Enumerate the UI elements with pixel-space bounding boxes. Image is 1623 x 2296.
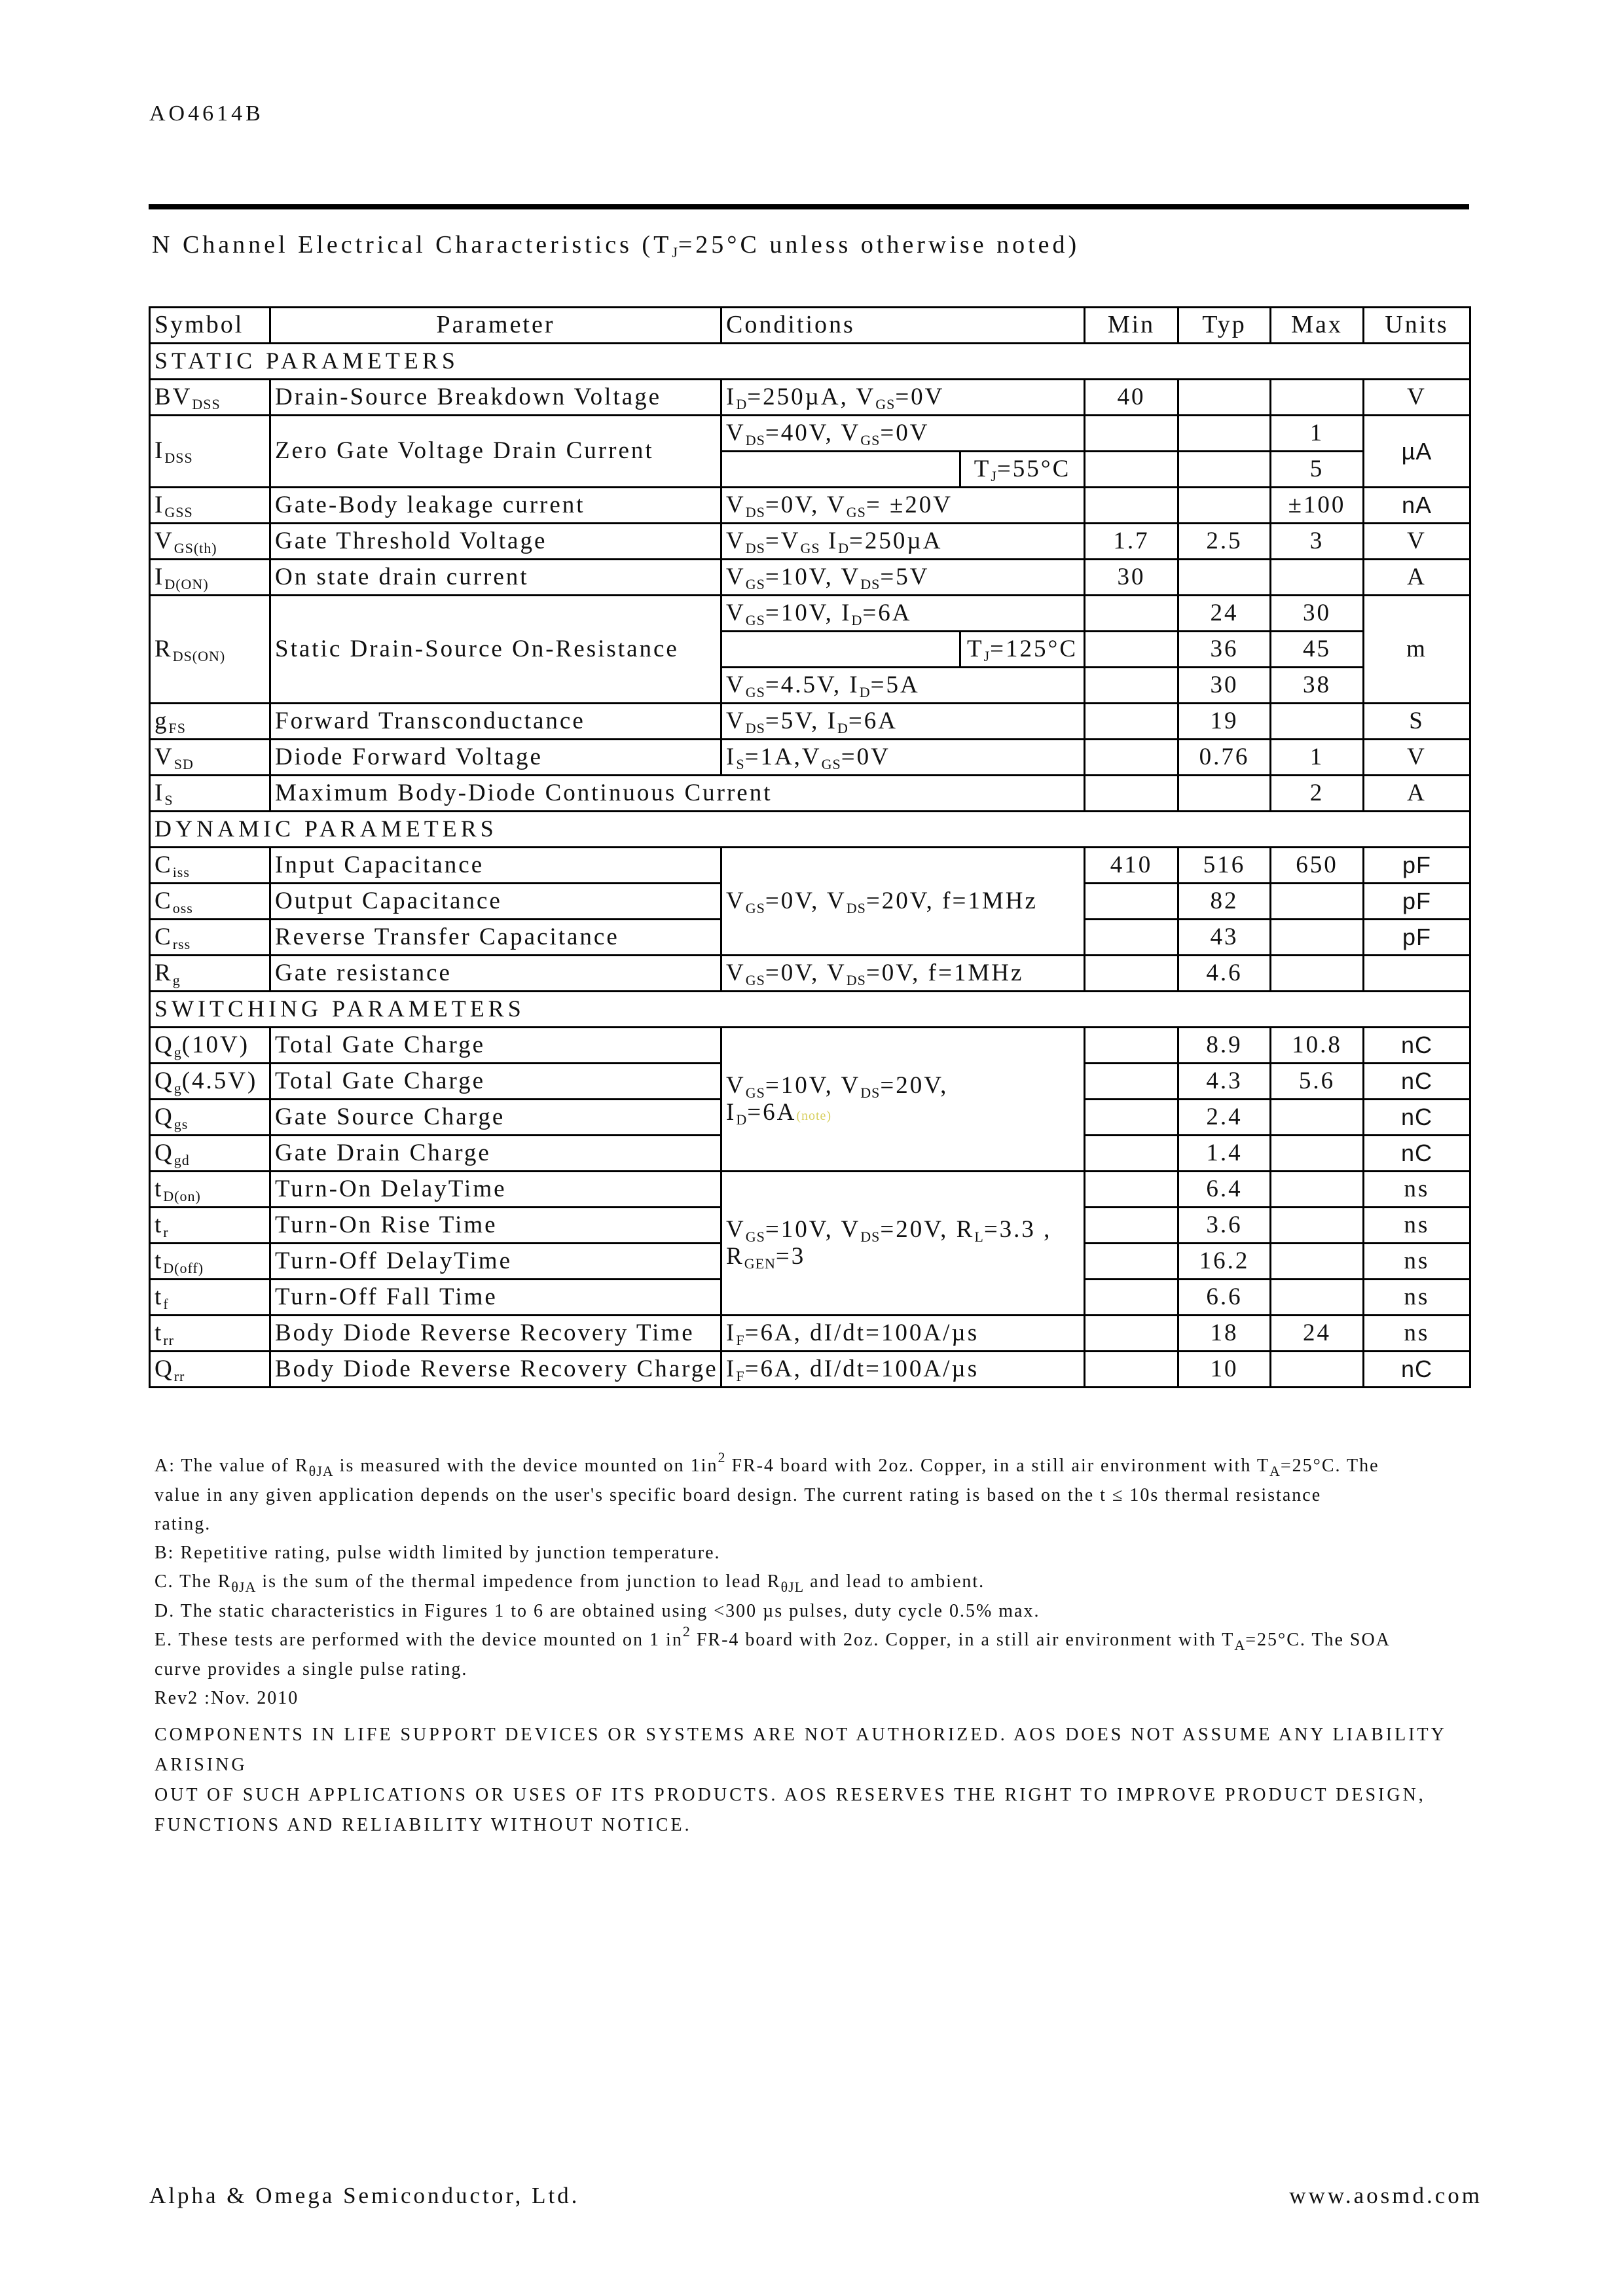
max-cell: 1 bbox=[1271, 416, 1364, 452]
min-cell bbox=[1085, 956, 1178, 992]
parameter-cell: Body Diode Reverse Recovery Charge bbox=[270, 1352, 721, 1388]
max-cell bbox=[1271, 1172, 1364, 1208]
parameter-cell: Total Gate Charge bbox=[270, 1028, 721, 1064]
unit-cell: ns bbox=[1364, 1172, 1470, 1208]
table-row-vgsth bbox=[150, 524, 1470, 560]
unit-cell: µA bbox=[1364, 416, 1470, 488]
conditions-cell: VDS=VGS ID=250µA bbox=[721, 524, 1085, 560]
min-cell bbox=[1085, 1136, 1178, 1172]
symbol-cell: IDSS bbox=[150, 416, 270, 488]
typ-cell bbox=[1178, 416, 1271, 452]
parameter-cell: Zero Gate Voltage Drain Current bbox=[270, 416, 721, 488]
section-switching: SWITCHING PARAMETERS bbox=[150, 992, 1470, 1028]
max-cell: 30 bbox=[1271, 596, 1364, 632]
parameter-cell: Maximum Body-Diode Continuous Current bbox=[270, 776, 1085, 812]
min-cell bbox=[1085, 1352, 1178, 1388]
note-e-line2: curve provides a single pulse rating. bbox=[155, 1659, 468, 1679]
typ-cell: 82 bbox=[1178, 884, 1271, 920]
max-cell bbox=[1271, 1100, 1364, 1136]
unit-cell: ns bbox=[1364, 1208, 1470, 1244]
col-header-units: Units bbox=[1364, 308, 1470, 344]
table-row-rg bbox=[150, 956, 1470, 992]
parameter-cell: Gate Threshold Voltage bbox=[270, 524, 721, 560]
parameter-cell: Total Gate Charge bbox=[270, 1064, 721, 1100]
symbol-cell: ID(ON) bbox=[150, 560, 270, 596]
table-row-qg10 bbox=[150, 1028, 1470, 1064]
min-cell: 30 bbox=[1085, 560, 1178, 596]
typ-cell: 30 bbox=[1178, 668, 1271, 704]
min-cell bbox=[1085, 1280, 1178, 1316]
conditions-blank-cell bbox=[721, 452, 960, 488]
disclaimer-line: COMPONENTS IN LIFE SUPPORT DEVICES OR SYSTEMS ARE NOT AUTHORIZED. AOS DOES NOT ASSUME ANY LIABILITY ARISING bbox=[155, 1725, 1446, 1775]
unit-cell: pF bbox=[1364, 884, 1470, 920]
min-cell bbox=[1085, 488, 1178, 524]
max-cell: 24 bbox=[1271, 1316, 1364, 1352]
typ-cell: 16.2 bbox=[1178, 1244, 1271, 1280]
unit-cell: S bbox=[1364, 704, 1470, 740]
symbol-cell: Qgs bbox=[150, 1100, 270, 1136]
note-c: C. The $R_{\theta JA}$ is the sum of the thermal impedence from junction to lead $R_{\theta JL}$ and lead to ambient. bbox=[155, 1571, 985, 1595]
unit-cell: ns bbox=[1364, 1280, 1470, 1316]
table-row-trr bbox=[150, 1316, 1470, 1352]
min-cell: 1.7 bbox=[1085, 524, 1178, 560]
symbol-cell: VGS(th) bbox=[150, 524, 270, 560]
footer-company: Alpha & Omega Semiconductor, Ltd. bbox=[149, 2183, 580, 2208]
min-cell bbox=[1085, 884, 1178, 920]
typ-cell: 516 bbox=[1178, 848, 1271, 884]
symbol-cell: tD(off) bbox=[150, 1244, 270, 1280]
note-e: E. These tests are performed with the device mounted on 1 $in^2$ FR-4 board with 2oz. Copper, in a still air environment with $T_A=25^\circ C$. The SOA bbox=[155, 1623, 1391, 1653]
table-row-igss bbox=[150, 488, 1470, 524]
min-cell bbox=[1085, 668, 1178, 704]
conditions-cell: IF=6A, dI/dt=100A/µs bbox=[721, 1352, 1085, 1388]
max-cell: 3 bbox=[1271, 524, 1364, 560]
typ-cell: 6.6 bbox=[1178, 1280, 1271, 1316]
typ-cell bbox=[1178, 452, 1271, 488]
table-row-rdson bbox=[150, 596, 1470, 632]
typ-cell: 36 bbox=[1178, 632, 1271, 668]
typ-cell: 3.6 bbox=[1178, 1208, 1271, 1244]
parameter-cell: Turn-On DelayTime bbox=[270, 1172, 721, 1208]
min-cell bbox=[1085, 704, 1178, 740]
conditions-tj-cell: TJ=55°C bbox=[960, 452, 1085, 488]
min-cell bbox=[1085, 416, 1178, 452]
unit-cell: nC bbox=[1364, 1100, 1470, 1136]
conditions-cell: VDS=40V, VGS=0V bbox=[721, 416, 1085, 452]
typ-cell: 4.6 bbox=[1178, 956, 1271, 992]
min-cell bbox=[1085, 1208, 1178, 1244]
max-cell bbox=[1271, 1280, 1364, 1316]
max-cell bbox=[1271, 956, 1364, 992]
table-row-ciss bbox=[150, 848, 1470, 884]
unit-cell: nC bbox=[1364, 1028, 1470, 1064]
part-number: AO4614B bbox=[149, 101, 264, 126]
typ-cell: 2.5 bbox=[1178, 524, 1271, 560]
unit-cell: pF bbox=[1364, 848, 1470, 884]
footer-url[interactable]: www.aosmd.com bbox=[1289, 2183, 1482, 2208]
table-row-vsd bbox=[150, 740, 1470, 776]
conditions-cell: VGS=0V, VDS=0V, f=1MHz bbox=[721, 956, 1085, 992]
max-cell bbox=[1271, 1136, 1364, 1172]
symbol-cell: Coss bbox=[150, 884, 270, 920]
symbol-cell: Qg(10V) bbox=[150, 1028, 270, 1064]
parameter-cell: Turn-Off DelayTime bbox=[270, 1244, 721, 1280]
max-cell: 45 bbox=[1271, 632, 1364, 668]
symbol-cell: Crss bbox=[150, 920, 270, 956]
parameter-cell: On state drain current bbox=[270, 560, 721, 596]
min-cell bbox=[1085, 740, 1178, 776]
symbol-cell: BVDSS bbox=[150, 380, 270, 416]
min-cell bbox=[1085, 1244, 1178, 1280]
table-title-sub: J bbox=[672, 244, 678, 260]
typ-cell: 18 bbox=[1178, 1316, 1271, 1352]
max-cell: 650 bbox=[1271, 848, 1364, 884]
table-row-tdon bbox=[150, 1172, 1470, 1208]
symbol-cell: gFS bbox=[150, 704, 270, 740]
parameter-cell: Reverse Transfer Capacitance bbox=[270, 920, 721, 956]
typ-cell bbox=[1178, 776, 1271, 812]
unit-cell: V bbox=[1364, 524, 1470, 560]
conditions-cell: VGS=10V, VDS=20V, ID=6A(note) bbox=[721, 1028, 1085, 1172]
min-cell bbox=[1085, 776, 1178, 812]
conditions-tj-cell: TJ=125°C bbox=[960, 632, 1085, 668]
note-d: D. The static characteristics in Figures 1 to 6 are obtained using <300 µs pulses, duty cycle 0.5% max. bbox=[155, 1601, 1040, 1621]
symbol-cell: RDS(ON) bbox=[150, 596, 270, 704]
parameter-cell: Gate resistance bbox=[270, 956, 721, 992]
unit-cell: nC bbox=[1364, 1136, 1470, 1172]
min-cell: 410 bbox=[1085, 848, 1178, 884]
symbol-cell: IGSS bbox=[150, 488, 270, 524]
conditions-cell: IS=1A,VGS=0V bbox=[721, 740, 1085, 776]
parameter-cell: Gate Source Charge bbox=[270, 1100, 721, 1136]
parameter-cell: Diode Forward Voltage bbox=[270, 740, 721, 776]
unit-cell: ns bbox=[1364, 1316, 1470, 1352]
max-cell bbox=[1271, 380, 1364, 416]
col-header-parameter: Parameter bbox=[270, 308, 721, 344]
typ-cell: 2.4 bbox=[1178, 1100, 1271, 1136]
min-cell bbox=[1085, 1100, 1178, 1136]
symbol-cell: Rg bbox=[150, 956, 270, 992]
typ-cell bbox=[1178, 560, 1271, 596]
section-row bbox=[150, 992, 1470, 1028]
col-header-conditions: Conditions bbox=[721, 308, 1085, 344]
conditions-cell: VDS=0V, VGS= ±20V bbox=[721, 488, 1085, 524]
max-cell bbox=[1271, 1244, 1364, 1280]
note-a-line2: value in any given application depends on the user's specific board design. The current rating is based on the t ≤ 10s thermal resistance bbox=[155, 1485, 1322, 1505]
parameter-cell: Forward Transconductance bbox=[270, 704, 721, 740]
electrical-characteristics-table bbox=[149, 306, 1471, 1388]
unit-cell: A bbox=[1364, 776, 1470, 812]
header-row bbox=[150, 308, 1470, 344]
note-a: A: The value of $R_{\theta JA}$ is measured with the device mounted on $1in^2$ FR-4 board with 2oz. Copper, in a still air environment with $T_A=25^\circ C$. The bbox=[155, 1449, 1379, 1479]
max-cell: 38 bbox=[1271, 668, 1364, 704]
col-header-symbol: Symbol bbox=[150, 308, 270, 344]
section-row bbox=[150, 344, 1470, 380]
typ-cell: 8.9 bbox=[1178, 1028, 1271, 1064]
symbol-cell: IS bbox=[150, 776, 270, 812]
symbol-cell: tD(on) bbox=[150, 1172, 270, 1208]
table-row-bvdss bbox=[150, 380, 1470, 416]
unit-cell: nA bbox=[1364, 488, 1470, 524]
typ-cell: 43 bbox=[1178, 920, 1271, 956]
table-title bbox=[152, 230, 1080, 259]
typ-cell: 6.4 bbox=[1178, 1172, 1271, 1208]
unit-cell: A bbox=[1364, 560, 1470, 596]
symbol-cell: trr bbox=[150, 1316, 270, 1352]
max-cell bbox=[1271, 704, 1364, 740]
disclaimer-line: OUT OF SUCH APPLICATIONS OR USES OF ITS PRODUCTS. AOS RESERVES THE RIGHT TO IMPROVE PRODUCT DESIGN, bbox=[155, 1785, 1426, 1805]
conditions-cell: VGS=0V, VDS=20V, f=1MHz bbox=[721, 848, 1085, 956]
symbol-cell: Ciss bbox=[150, 848, 270, 884]
min-cell bbox=[1085, 452, 1178, 488]
section-dynamic: DYNAMIC PARAMETERS bbox=[150, 812, 1470, 848]
symbol-cell: tr bbox=[150, 1208, 270, 1244]
conditions-cell: ID=250µA, VGS=0V bbox=[721, 380, 1085, 416]
conditions-cell: VGS=10V, VDS=20V, RL=3.3 , RGEN=3 bbox=[721, 1172, 1085, 1316]
table-row-idss bbox=[150, 416, 1470, 452]
typ-cell: 1.4 bbox=[1178, 1136, 1271, 1172]
faint-note: (note) bbox=[796, 1108, 832, 1123]
unit-cell: V bbox=[1364, 380, 1470, 416]
parameter-cell: Static Drain-Source On-Resistance bbox=[270, 596, 721, 704]
revision: Rev2 :Nov. 2010 bbox=[155, 1688, 299, 1708]
parameter-cell: Drain-Source Breakdown Voltage bbox=[270, 380, 721, 416]
min-cell bbox=[1085, 920, 1178, 956]
conditions-cell: VGS=10V, ID=6A bbox=[721, 596, 1085, 632]
max-cell bbox=[1271, 884, 1364, 920]
table-row-qrr bbox=[150, 1352, 1470, 1388]
max-cell: 10.8 bbox=[1271, 1028, 1364, 1064]
max-cell bbox=[1271, 1352, 1364, 1388]
conditions-cell: IF=6A, dI/dt=100A/µs bbox=[721, 1316, 1085, 1352]
col-header-min: Min bbox=[1085, 308, 1178, 344]
disclaimer-line: FUNCTIONS AND RELIABILITY WITHOUT NOTICE. bbox=[155, 1815, 692, 1835]
max-cell: 5.6 bbox=[1271, 1064, 1364, 1100]
parameter-cell: Gate Drain Charge bbox=[270, 1136, 721, 1172]
conditions-cell: VGS=10V, VDS=5V bbox=[721, 560, 1085, 596]
col-header-max: Max bbox=[1271, 308, 1364, 344]
parameter-cell: Body Diode Reverse Recovery Time bbox=[270, 1316, 721, 1352]
min-cell bbox=[1085, 632, 1178, 668]
min-cell bbox=[1085, 1172, 1178, 1208]
symbol-cell: Qrr bbox=[150, 1352, 270, 1388]
unit-cell: m bbox=[1364, 596, 1470, 704]
symbol-cell: tf bbox=[150, 1280, 270, 1316]
table-row-gfs bbox=[150, 704, 1470, 740]
max-cell: ±100 bbox=[1271, 488, 1364, 524]
max-cell: 5 bbox=[1271, 452, 1364, 488]
min-cell: 40 bbox=[1085, 380, 1178, 416]
typ-cell bbox=[1178, 380, 1271, 416]
min-cell bbox=[1085, 1028, 1178, 1064]
min-cell bbox=[1085, 1064, 1178, 1100]
max-cell bbox=[1271, 560, 1364, 596]
parameter-cell: Input Capacitance bbox=[270, 848, 721, 884]
max-cell bbox=[1271, 1208, 1364, 1244]
header-rule bbox=[149, 204, 1469, 209]
parameter-cell: Output Capacitance bbox=[270, 884, 721, 920]
section-row bbox=[150, 812, 1470, 848]
typ-cell: 4.3 bbox=[1178, 1064, 1271, 1100]
parameter-cell: Turn-Off Fall Time bbox=[270, 1280, 721, 1316]
unit-cell: pF bbox=[1364, 920, 1470, 956]
typ-cell bbox=[1178, 488, 1271, 524]
unit-cell: ns bbox=[1364, 1244, 1470, 1280]
unit-cell: V bbox=[1364, 740, 1470, 776]
unit-cell bbox=[1364, 956, 1470, 992]
notes bbox=[155, 1449, 1464, 1713]
max-cell bbox=[1271, 920, 1364, 956]
typ-cell: 0.76 bbox=[1178, 740, 1271, 776]
table-title-main: N Channel Electrical Characteristics (T bbox=[152, 231, 672, 259]
table-title-rest: =25°C unless otherwise noted) bbox=[678, 231, 1080, 259]
typ-cell: 19 bbox=[1178, 704, 1271, 740]
unit-cell: nC bbox=[1364, 1352, 1470, 1388]
unit-cell: nC bbox=[1364, 1064, 1470, 1100]
parameter-cell: Turn-On Rise Time bbox=[270, 1208, 721, 1244]
table-row-is bbox=[150, 776, 1470, 812]
symbol-cell: VSD bbox=[150, 740, 270, 776]
min-cell bbox=[1085, 1316, 1178, 1352]
min-cell bbox=[1085, 596, 1178, 632]
conditions-cell: VGS=4.5V, ID=5A bbox=[721, 668, 1085, 704]
section-static: STATIC PARAMETERS bbox=[150, 344, 1470, 380]
note-b: B: Repetitive rating, pulse width limited by junction temperature. bbox=[155, 1543, 721, 1563]
typ-cell: 10 bbox=[1178, 1352, 1271, 1388]
col-header-typ: Typ bbox=[1178, 308, 1271, 344]
disclaimer bbox=[155, 1720, 1470, 1840]
max-cell: 2 bbox=[1271, 776, 1364, 812]
conditions-blank-cell bbox=[721, 632, 960, 668]
parameter-cell: Gate-Body leakage current bbox=[270, 488, 721, 524]
typ-cell: 24 bbox=[1178, 596, 1271, 632]
max-cell: 1 bbox=[1271, 740, 1364, 776]
table-row-idon bbox=[150, 560, 1470, 596]
note-a-line3: rating. bbox=[155, 1514, 211, 1534]
symbol-cell: Qg(4.5V) bbox=[150, 1064, 270, 1100]
conditions-cell: VDS=5V, ID=6A bbox=[721, 704, 1085, 740]
symbol-cell: Qgd bbox=[150, 1136, 270, 1172]
